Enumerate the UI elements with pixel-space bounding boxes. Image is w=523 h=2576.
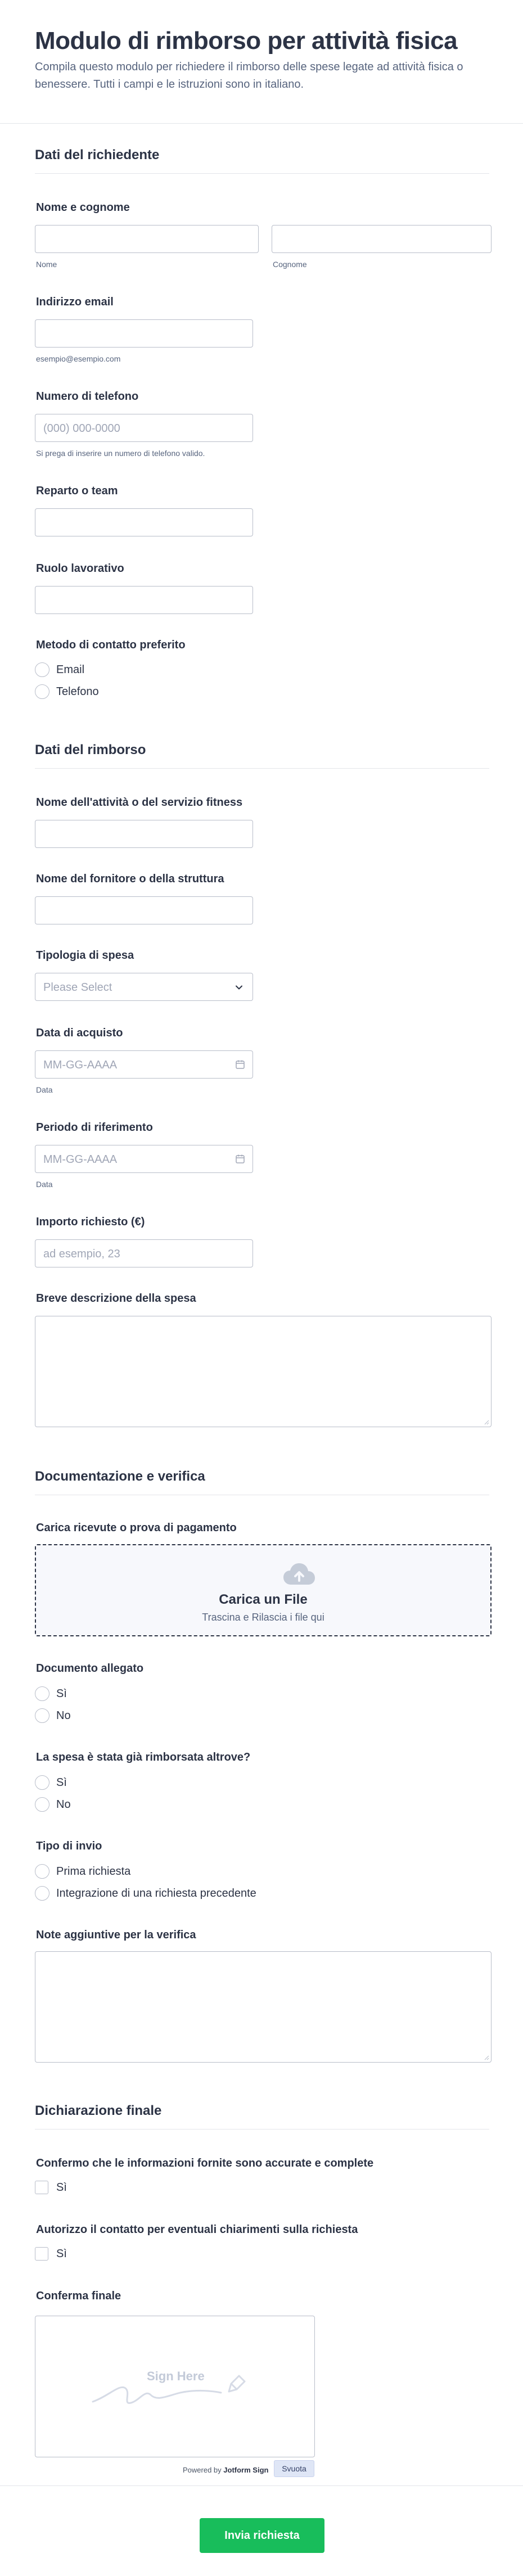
- radio-button[interactable]: [35, 1775, 49, 1790]
- option-label: Sì: [56, 1776, 67, 1789]
- submit-button[interactable]: Invia richiesta: [200, 2518, 324, 2553]
- page-subtitle: Compila questo modulo per richiedere il rimborso delle spese legate ad attività fisica o benessere. Tutti i campi e le istruzioni sono in italiano.: [35, 61, 463, 91]
- option-label: Telefono: [56, 685, 99, 698]
- doc-attached-option-no[interactable]: [35, 1708, 71, 1724]
- submission-type-option-first[interactable]: [35, 1864, 130, 1879]
- phone-label: Numero di telefono: [36, 390, 139, 403]
- powered-by-brand: Jotform Sign: [223, 2466, 269, 2474]
- calendar-icon[interactable]: [235, 1059, 246, 1070]
- provider-name-input[interactable]: [35, 896, 253, 924]
- activity-name-input[interactable]: [35, 820, 253, 848]
- checkbox[interactable]: [35, 2247, 48, 2261]
- description-textarea[interactable]: [35, 1316, 492, 1427]
- footer-divider: [0, 2485, 523, 2486]
- option-label: Prima richiesta: [56, 1865, 131, 1878]
- radio-button[interactable]: [35, 662, 49, 677]
- confirm-accuracy-option-yes[interactable]: [35, 2180, 67, 2195]
- date-placeholder: MM-GG-AAAA: [43, 1059, 118, 1071]
- purchase-date-label: Data di acquisto: [36, 1027, 123, 1039]
- already-reimbursed-label: La spesa è stata già rimborsata altrove?: [36, 1751, 251, 1763]
- activity-name-label: Nome dell'attività o del servizio fitness: [36, 796, 243, 809]
- expense-type-select[interactable]: [35, 973, 253, 1001]
- final-confirmation-label: Conferma finale: [36, 2290, 121, 2302]
- option-label: Email: [56, 663, 85, 676]
- notes-label: Note aggiuntive per la verifica: [36, 1929, 196, 1941]
- department-label: Reparto o team: [36, 485, 118, 497]
- select-placeholder: Please Select: [43, 981, 112, 994]
- purchase-date-sublabel: Data: [36, 1085, 53, 1094]
- option-label: No: [56, 1798, 71, 1811]
- doc-attached-option-yes[interactable]: [35, 1686, 67, 1702]
- description-label: Breve descrizione della spesa: [36, 1292, 196, 1305]
- amount-input[interactable]: [35, 1239, 253, 1267]
- upload-label: Carica ricevute o prova di pagamento: [36, 1522, 237, 1534]
- reference-period-input[interactable]: [35, 1145, 253, 1173]
- email-input[interactable]: [35, 319, 253, 348]
- resize-grip-icon[interactable]: [483, 1418, 489, 1425]
- radio-button[interactable]: [35, 1708, 49, 1723]
- provider-name-label: Nome del fornitore o della struttura: [36, 873, 224, 885]
- phone-sublabel: Si prega di inserire un numero di telefono valido.: [36, 449, 205, 458]
- resize-grip-icon[interactable]: [483, 2054, 489, 2060]
- phone-placeholder: (000) 000-0000: [43, 422, 120, 435]
- reference-period-sublabel: Data: [36, 1180, 53, 1189]
- already-reimbursed-option-yes[interactable]: [35, 1775, 67, 1790]
- doc-attached-label: Documento allegato: [36, 1662, 144, 1675]
- upload-title: Carica un File: [219, 1592, 308, 1607]
- first-name-sublabel: Nome: [36, 260, 57, 269]
- amount-label: Importo richiesto (€): [36, 1216, 145, 1228]
- last-name-sublabel: Cognome: [273, 260, 307, 269]
- powered-by-text: [183, 2466, 268, 2474]
- email-sublabel: esempio@esempio.com: [36, 354, 121, 363]
- section-divider: [35, 2129, 489, 2130]
- section-divider: [35, 173, 489, 174]
- radio-button[interactable]: [35, 1686, 49, 1701]
- confirm-accuracy-label: Confermo che le informazioni fornite sono accurate e complete: [36, 2157, 374, 2169]
- contact-method-label: Metodo di contatto preferito: [36, 639, 186, 651]
- submission-type-option-integration[interactable]: [35, 1885, 256, 1901]
- authorize-contact-label: Autorizzo il contatto per eventuali chiarimenti sulla richiesta: [36, 2223, 358, 2236]
- clear-signature-button[interactable]: Svuota: [274, 2460, 314, 2477]
- upload-subtitle: Trascina e Rilascia i file qui: [202, 1612, 324, 1623]
- section-title-documentation: Documentazione e verifica: [35, 1469, 205, 1484]
- email-label: Indirizzo email: [36, 296, 114, 308]
- cloud-upload-icon: [282, 1562, 316, 1587]
- notes-textarea[interactable]: [35, 1951, 492, 2063]
- radio-button[interactable]: [35, 1797, 49, 1812]
- signature-pad[interactable]: [35, 2316, 315, 2457]
- job-role-input[interactable]: [35, 586, 253, 614]
- radio-button[interactable]: [35, 1864, 49, 1879]
- radio-button[interactable]: [35, 684, 49, 699]
- chevron-down-icon: [233, 982, 245, 993]
- form-header: [0, 0, 523, 124]
- full-name-label: Nome e cognome: [36, 201, 130, 214]
- authorize-contact-option-yes[interactable]: [35, 2246, 67, 2262]
- purchase-date-input[interactable]: [35, 1050, 253, 1079]
- file-upload-dropzone[interactable]: [35, 1544, 492, 1636]
- section-title-reimbursement: Dati del rimborso: [35, 742, 146, 757]
- job-role-label: Ruolo lavorativo: [36, 562, 124, 575]
- expense-type-label: Tipologia di spesa: [36, 949, 134, 962]
- amount-placeholder: ad esempio, 23: [43, 1248, 120, 1260]
- section-title-declaration: Dichiarazione finale: [35, 2103, 162, 2118]
- radio-button[interactable]: [35, 1886, 49, 1901]
- reference-period-label: Periodo di riferimento: [36, 1121, 153, 1134]
- page-title: Modulo di rimborso per attività fisica: [35, 27, 458, 55]
- section-divider: [35, 768, 489, 769]
- sign-here-text: Sign Here: [147, 2369, 205, 2383]
- already-reimbursed-option-no[interactable]: [35, 1797, 71, 1812]
- option-label: Sì: [56, 2181, 67, 2194]
- powered-by-prefix: Powered by: [183, 2466, 222, 2474]
- submission-type-label: Tipo di invio: [36, 1840, 102, 1852]
- calendar-icon[interactable]: [235, 1153, 246, 1165]
- option-label: Integrazione di una richiesta precedente: [56, 1887, 256, 1900]
- option-label: No: [56, 1709, 71, 1722]
- contact-option-email[interactable]: [35, 662, 84, 678]
- option-label: Sì: [56, 1687, 67, 1700]
- date-placeholder: MM-GG-AAAA: [43, 1153, 118, 1166]
- checkbox[interactable]: [35, 2181, 48, 2194]
- phone-input[interactable]: [35, 414, 253, 442]
- last-name-input[interactable]: [272, 225, 492, 253]
- contact-option-phone[interactable]: [35, 684, 99, 700]
- department-input[interactable]: [35, 508, 253, 536]
- first-name-input[interactable]: [35, 225, 259, 253]
- section-title-applicant: Dati del richiedente: [35, 147, 160, 163]
- option-label: Sì: [56, 2247, 67, 2260]
